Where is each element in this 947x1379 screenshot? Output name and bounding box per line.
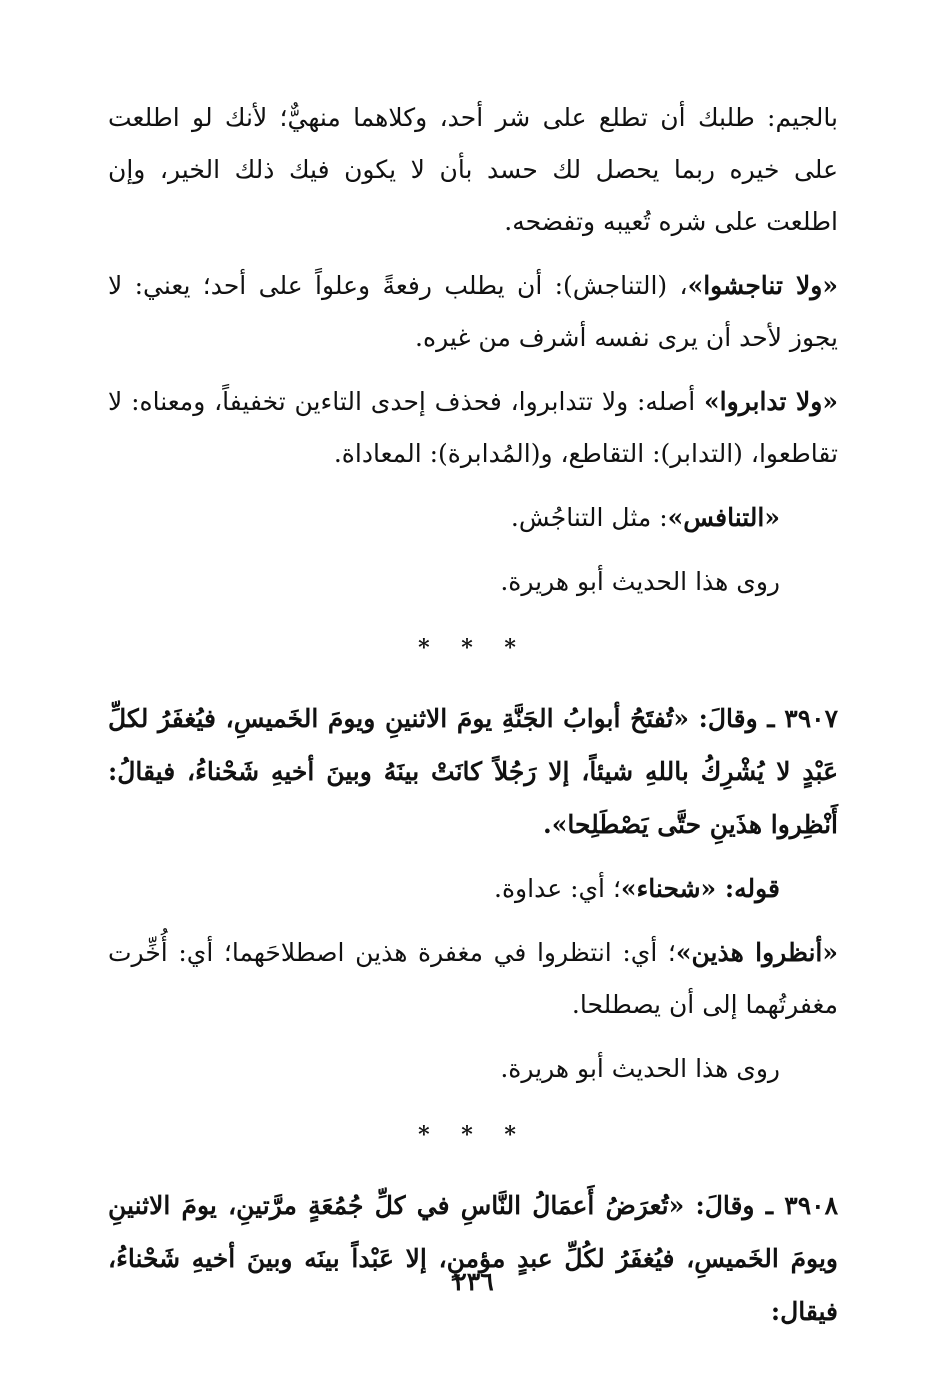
paragraph-text: ؛ أي: انتظروا في مغفرة هذين اصطلاحَهما؛ أي: أُخِّرت مغفرتُهما إلى أن يصطلحا. bbox=[108, 938, 838, 1019]
paragraph-text: ، (التناجش): أن يطلب رفعةً وعلواً على أحد؛ يعني: لا يجوز لأحد أن يرى نفسه أشرف من غيره. bbox=[108, 271, 838, 352]
hadith-text: ٣٩٠٧ ـ وقالَ: «تُفتَحُ أبوابُ الجَنَّةِ يومَ الاثنينِ ويومَ الخَميسِ، فيُغفَرُ لكلِّ عَبْدٍ لا يُشْرِكُ باللهِ شيئاً، إلا رَجُلاً كانَتْ بينَهُ وبينَ أخيهِ شَحْناءُ، فيقالُ: أَنْظِروا هذَينِ حتَّى يَصْطَلِحا». bbox=[108, 704, 838, 839]
paragraph-explanation-tajassus bbox=[108, 92, 838, 248]
page-number: ٢٣٦ bbox=[453, 1267, 494, 1296]
narrator-text: روى هذا الحديث أبو هريرة. bbox=[500, 1054, 780, 1083]
paragraph-text: بالجيم: طلبك أن تطلع على شر أحد، وكلاهما منهيٌّ؛ لأنك لو اطلعت على خيره ربما يحصل لك حسد بأن لا يكون فيك ذلك الخير، وإن اطلعت على شره تُعيبه وتفضحه. bbox=[108, 103, 838, 236]
term-tanajashu: «ولا تناجشوا» bbox=[687, 271, 838, 300]
term-anziru-hadhayn: «أنظروا هذين» bbox=[675, 938, 838, 967]
paragraph-narrator-1 bbox=[108, 556, 838, 608]
term-tanafus: «التنافس» bbox=[667, 503, 780, 532]
paragraph-tadabur bbox=[108, 376, 838, 480]
paragraph-text: : مثل التناجُش. bbox=[510, 503, 668, 532]
lead-qawluhu: قوله: bbox=[716, 874, 780, 903]
narrator-text: روى هذا الحديث أبو هريرة. bbox=[500, 567, 780, 596]
paragraph-anziru bbox=[108, 927, 838, 1031]
paragraph-text: أصله: ولا تتدابروا، فحذف إحدى التاءين تخفيفاً، ومعناه: لا تقاطعوا، (التدابر): التقاطع، و(المُدابرة): المعاداة. bbox=[108, 387, 838, 468]
paragraph-shahna bbox=[108, 863, 838, 915]
hadith-3908 bbox=[108, 1179, 838, 1338]
term-shahna: «شحناء» bbox=[620, 874, 717, 903]
page-body bbox=[108, 92, 838, 1338]
hadith-3907 bbox=[108, 692, 838, 851]
paragraph-text: ؛ أي: عداوة. bbox=[494, 874, 621, 903]
paragraph-tanajush bbox=[108, 260, 838, 364]
section-separator-2: * * * bbox=[418, 1122, 528, 1148]
section-separator-1: * * * bbox=[418, 635, 528, 661]
paragraph-narrator-2 bbox=[108, 1043, 838, 1095]
paragraph-tanafus bbox=[108, 492, 838, 544]
term-tadabaru: «ولا تدابروا» bbox=[704, 387, 838, 416]
hadith-text: ٣٩٠٨ ـ وقالَ: «تُعرَضُ أَعمَالُ النَّاسِ في كلِّ جُمُعَةٍ مرَّتينِ، يومَ الاثنينِ ويومَ الخَميسِ، فيُغفَرُ لكُلِّ عبدٍ مؤمنٍ، إلا عَبْداً بينَه وبينَ أخيهِ شَحْناءُ، فيقال: bbox=[108, 1191, 838, 1326]
